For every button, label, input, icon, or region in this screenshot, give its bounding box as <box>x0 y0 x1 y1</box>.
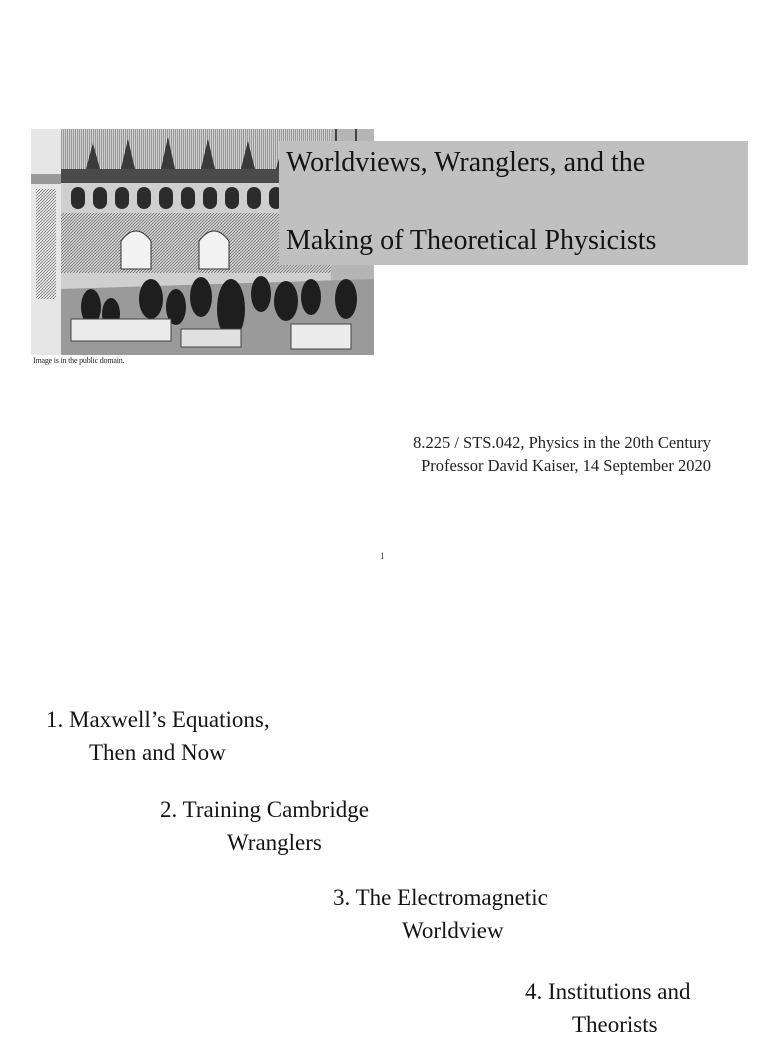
title-box <box>279 141 748 265</box>
outline-item-3-line-1: 3. The Electromagnetic <box>333 885 548 910</box>
lecturer-date: Professor David Kaiser, 14 September 2020 <box>421 456 711 475</box>
outline-item-4-line-1: 4. Institutions and <box>525 979 691 1004</box>
outline-item-4 <box>525 975 690 1041</box>
course-info: 8.225 / STS.042, Physics in the 20th Century <box>413 433 711 452</box>
outline-item-3-line-2: Worldview <box>402 918 504 943</box>
outline-item-1-line-1: 1. Maxwell’s Equations, <box>46 707 270 732</box>
outline-item-2-line-1: 2. Training Cambridge <box>160 797 369 822</box>
outline-item-2 <box>160 793 369 859</box>
outline-item-4-line-2: Theorists <box>572 1012 658 1037</box>
outline-item-2-line-2: Wranglers <box>227 830 322 855</box>
image-credit: Image is in the public domain. <box>33 356 125 365</box>
outline-item-3 <box>333 881 548 947</box>
page-number: 1 <box>380 551 385 561</box>
title-line-2: Making of Theoretical Physicists <box>286 225 657 256</box>
outline-item-1-line-2: Then and Now <box>89 740 226 765</box>
title-line-1: Worldviews, Wranglers, and the <box>286 147 646 178</box>
outline-item-1 <box>46 703 270 769</box>
